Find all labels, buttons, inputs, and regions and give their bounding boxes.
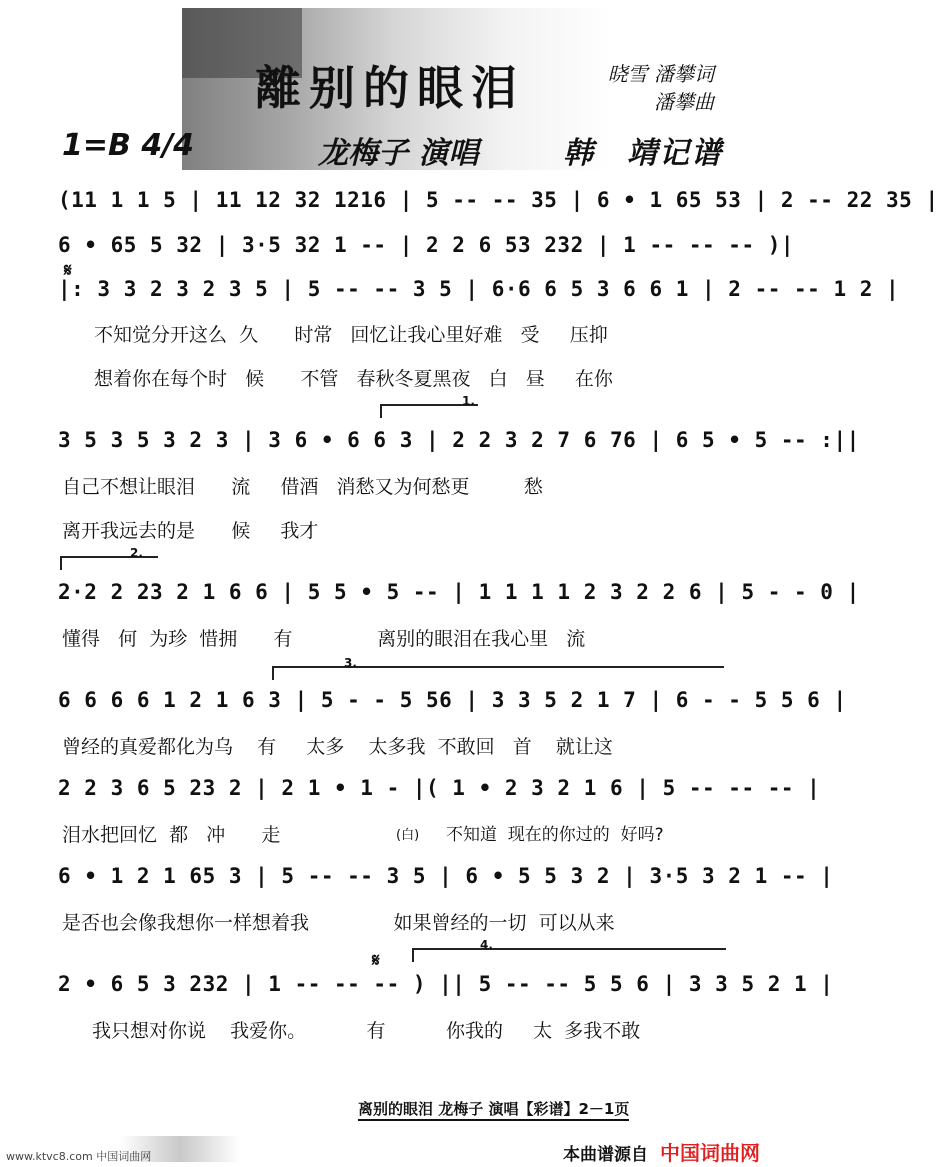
notation-line-1: (11 1 1 5 | 11 12 32 1216 | 5 -- -- 35 | 6 • 1 65 53 | 2 -- 22 35 | <box>58 188 939 212</box>
notation-line-6: 6 6 6 6 1 2 1 6 3 | 5 - - 5 56 | 3 3 5 2 1 7 | 6 - - 5 5 6 | <box>58 688 847 712</box>
spoken-marker: (白) <box>396 828 420 843</box>
lyric-line-5: 懂得 何 为珍 惜拥 有 离别的眼泪在我心里 流 <box>62 628 586 650</box>
lyric-line-6: 曾经的真爱都化为乌 有 太多 太多我 不敢回 首 就让这 <box>62 736 613 758</box>
lyric-line-2: 想着你在每个时 候 不管 春秋冬夏黑夜 白 昼 在你 <box>94 368 613 390</box>
page-caption: 离别的眼泪 龙梅子 演唱【彩谱】2－1页 <box>358 1098 629 1121</box>
notation-line-3: |: 3 3 2 3 2 3 5 | 5 -- -- 3 5 | 6·6 6 5 3 6 6 1 | 2 -- -- 1 2 | <box>58 277 900 301</box>
spoken-text: 不知道 现在的你过的 好吗? <box>446 825 664 845</box>
notation-line-9: 2 • 6 5 3 232 | 1 -- -- -- ) || 5 -- -- 5 5 6 | 3 3 5 2 1 | <box>58 972 834 996</box>
transcriber: 韩 靖记谱 <box>563 136 723 171</box>
lyricist: 晓雪 潘攀词 <box>607 62 714 86</box>
notation-line-8: 6 • 1 2 1 65 3 | 5 -- -- 3 5 | 6 • 5 5 3 2 | 3·5 3 2 1 -- | <box>58 864 834 888</box>
lyric-line-9: 我只想对你说 我爱你。 有 你我的 太 多我不敢 <box>92 1020 641 1042</box>
segno-sign: 𝄋 <box>64 260 72 281</box>
segno-sign-2: 𝄋 <box>372 950 380 971</box>
site-url: www.ktvc8.com 中国词曲网 <box>6 1150 152 1163</box>
lyric-line-7: 泪水把回忆 都 冲 走 <box>62 824 281 846</box>
volta-2-label: 2. <box>130 546 143 560</box>
volta-4-label: 4. <box>480 938 493 952</box>
source-label: 本曲谱源自 <box>563 1145 648 1165</box>
volta-3 <box>272 656 724 680</box>
volta-1-label: 1. <box>462 394 475 408</box>
notation-line-7: 2 2 3 6 5 23 2 | 2 1 • 1 - |( 1 • 2 3 2 1 6 | 5 -- -- -- | <box>58 776 821 800</box>
composer: 潘攀曲 <box>654 90 714 114</box>
volta-2 <box>60 546 158 570</box>
key-signature: 1=B 4/4 <box>62 128 195 163</box>
volta-1 <box>380 394 478 418</box>
notation-line-4: 3 5 3 5 3 2 3 | 3 6 • 6 6 3 | 2 2 3 2 7 6 76 | 6 5 • 5 -- :|| <box>58 428 860 452</box>
lyric-line-1: 不知觉分开这么 久 时常 回忆让我心里好难 受 压抑 <box>94 324 608 346</box>
lyric-line-8: 是否也会像我想你一样想着我 如果曾经的一切 可以从来 <box>62 912 615 934</box>
volta-3-label: 3. <box>344 656 357 670</box>
brand-logo: 中国词曲网 <box>660 1141 760 1165</box>
notation-line-2: 6 • 65 5 32 | 3·5 32 1 -- | 2 2 6 53 232 | 1 -- -- -- )| <box>58 233 795 257</box>
lyric-line-4: 离开我远去的是 候 我才 <box>62 520 319 542</box>
volta-4 <box>412 938 726 962</box>
notation-line-5: 2·2 2 23 2 1 6 6 | 5 5 • 5 -- | 1 1 1 1 2 3 2 2 6 | 5 - - 0 | <box>58 580 860 604</box>
singer: 龙梅子 演唱 <box>318 136 479 171</box>
song-title: 離别的眼泪 <box>255 61 525 115</box>
credits <box>608 60 714 116</box>
lyric-line-3: 自己不想让眼泪 流 借酒 消愁又为何愁更 愁 <box>62 476 543 498</box>
